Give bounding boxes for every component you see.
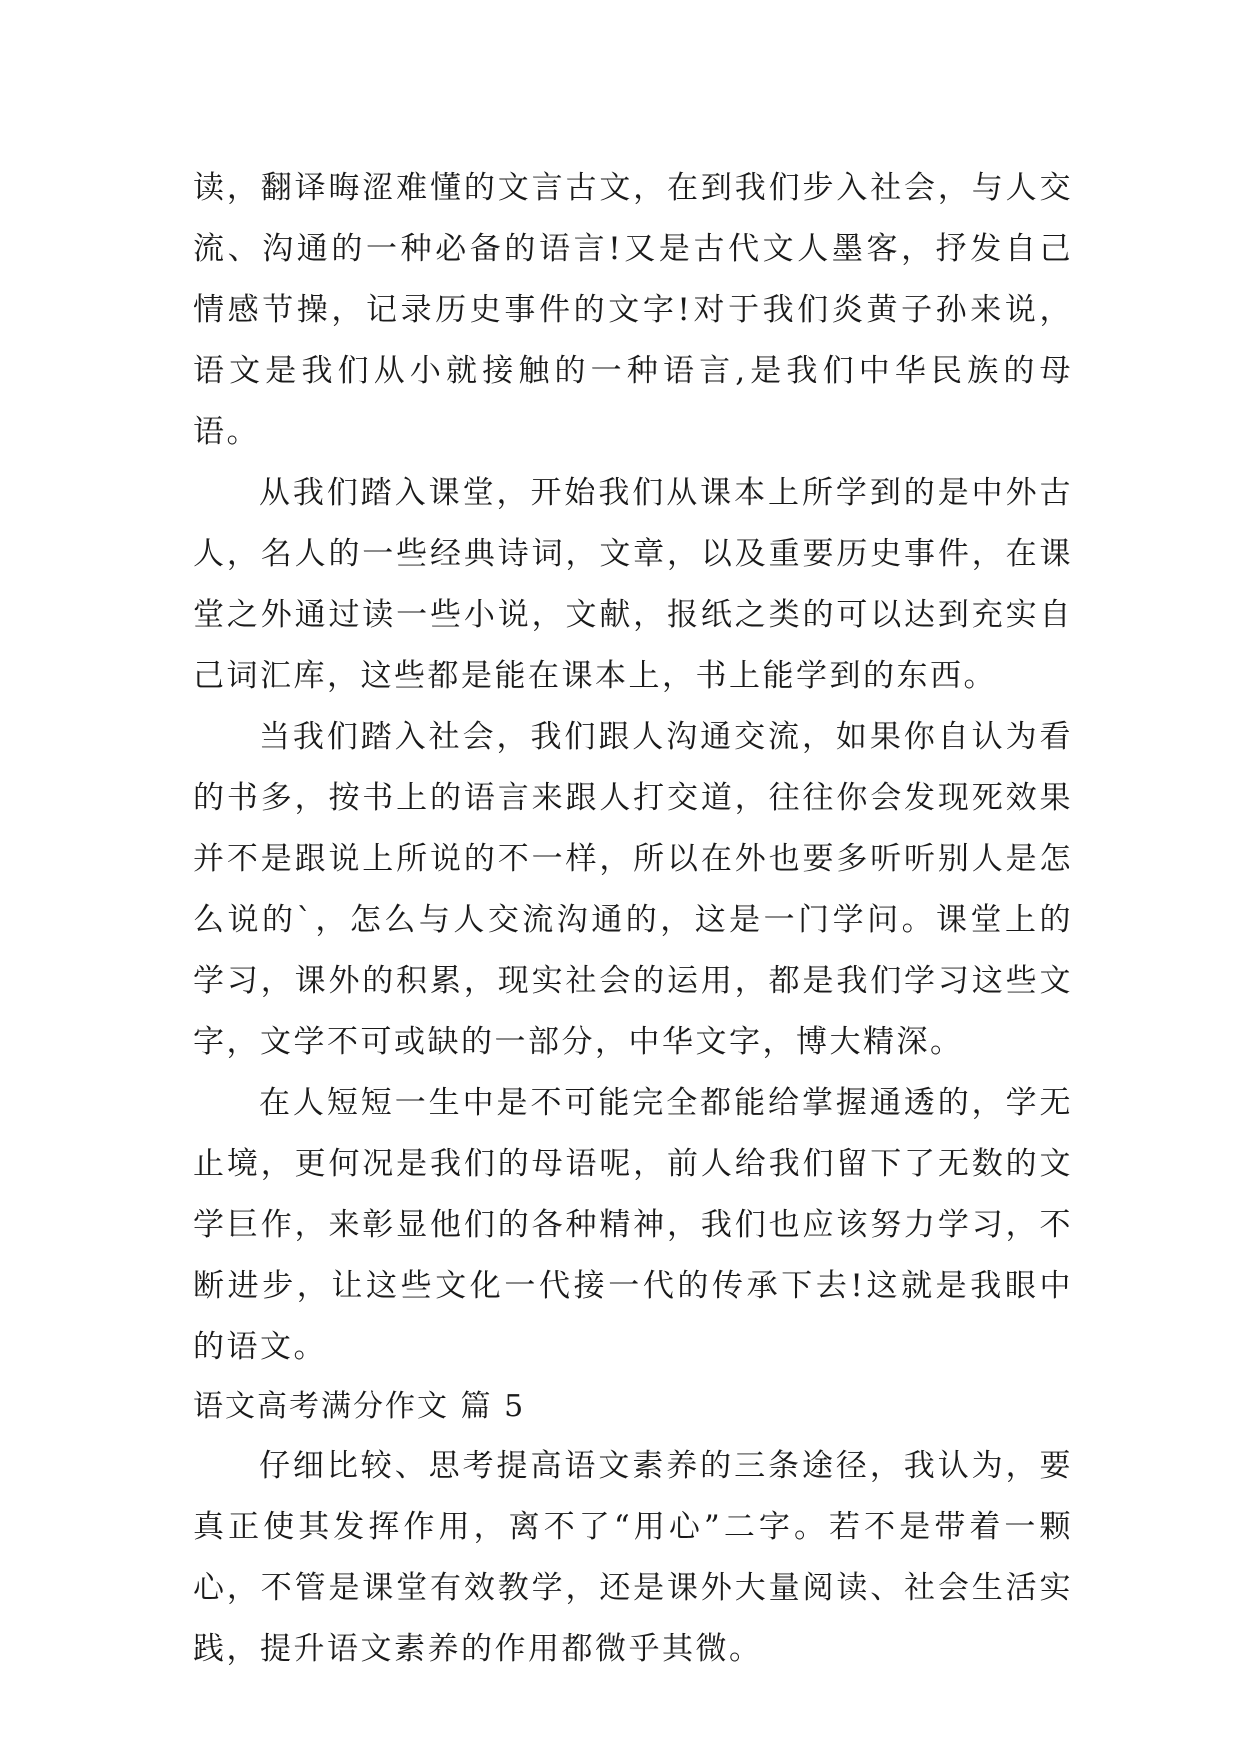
paragraph: 从我们踏入课堂，开始我们从课本上所学到的是中外古人，名人的一些经典诗词，文章，以及重要历史事件，在课堂之外通过读一些小说，文献，报纸之类的可以达到充实自己词汇库，这些都是能在课本上，书上能学到的东西。 — [193, 475, 1073, 694]
paragraph-continued: 读，翻译晦涩难懂的文言古文，在到我们步入社会，与人交流、沟通的一种必备的语言!又是古代文人墨客，抒发自己情感节操，记录历史事件的文字!对于我们炎黄子孙来说，语文是我们从小就接触的一种语言,是我们中华民族的母语。 — [193, 170, 1073, 450]
paragraph: 仔细比较、思考提高语文素养的三条途径，我认为，要真正使其发挥作用，离不了“用心”二字。若不是带着一颗心，不管是课堂有效教学，还是课外大量阅读、社会生活实践，提升语文素养的作用都微乎其微。 — [193, 1448, 1073, 1667]
section-heading: 语文高考满分作文 篇 5 — [193, 1389, 526, 1424]
paragraph: 当我们踏入社会，我们跟人沟通交流，如果你自认为看的书多，按书上的语言来跟人打交道，往往你会发现死效果并不是跟说上所说的不一样，所以在外也要多听听别人是怎么说的`，怎么与人交流沟通的，这是一门学问。课堂上的学习，课外的积累，现实社会的运用，都是我们学习这些文字，文学不可或缺的一部分，中华文字，博大精深。 — [193, 719, 1073, 1060]
paragraph: 在人短短一生中是不可能完全都能给掌握通透的，学无止境，更何况是我们的母语呢，前人给我们留下了无数的文学巨作，来彰显他们的各种精神，我们也应该努力学习，不断进步，让这些文化一代接一代的传承下去!这就是我眼中的语文。 — [193, 1085, 1073, 1365]
document-body — [193, 158, 1073, 1680]
